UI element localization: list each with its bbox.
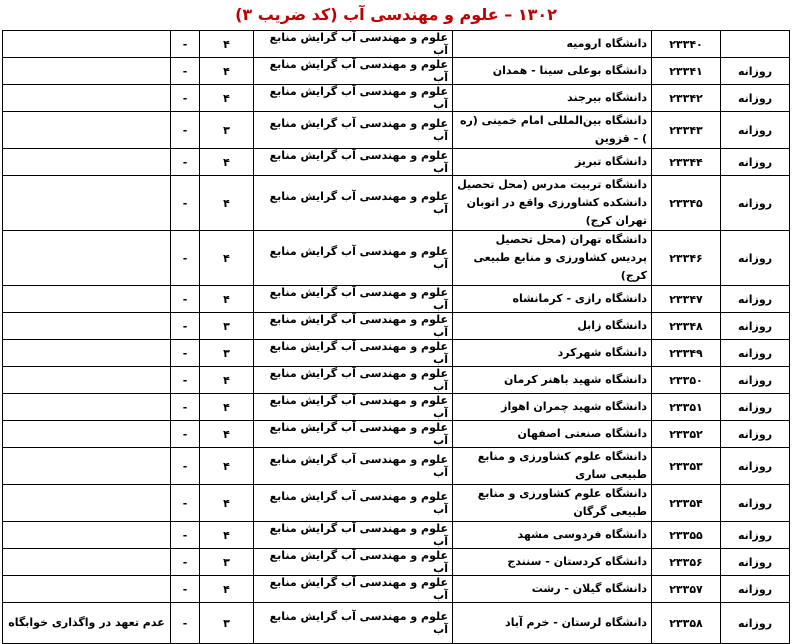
quota-cell: - [171, 394, 200, 421]
course-type-cell: روزانه [721, 522, 790, 549]
note-cell: عدم تعهد در واگذاری خوابگاه [3, 603, 171, 644]
program-table [2, 30, 790, 644]
quota-cell: - [171, 85, 200, 112]
quota-cell: - [171, 313, 200, 340]
quota-cell: - [171, 231, 200, 286]
coefficient-cell: ۳ [200, 340, 254, 367]
major-cell: علوم و مهندسی آب گرایش منابع آب [254, 421, 453, 448]
course-type-cell: روزانه [721, 176, 790, 231]
code-cell: ۲۳۳۴۲ [652, 85, 721, 112]
code-cell: ۲۳۳۵۳ [652, 448, 721, 485]
code-cell: ۲۳۳۴۴ [652, 149, 721, 176]
coefficient-cell: ۴ [200, 421, 254, 448]
course-type-cell: روزانه [721, 112, 790, 149]
quota-cell: - [171, 286, 200, 313]
quota-cell: - [171, 549, 200, 576]
university-cell: دانشگاه تربیت مدرس (محل تحصیل دانشکده کشاورزی واقع در اتوبان تهران کرج) [453, 176, 652, 231]
coefficient-cell: ۴ [200, 231, 254, 286]
university-cell: دانشگاه زابل [453, 313, 652, 340]
university-cell: دانشگاه تهران (محل تحصیل پردیس کشاورزی و منابع طبیعی کرج) [453, 231, 652, 286]
note-cell [3, 286, 171, 313]
note-cell [3, 448, 171, 485]
table-row [3, 367, 790, 394]
table-row [3, 313, 790, 340]
university-cell: دانشگاه شهید چمران اهواز [453, 394, 652, 421]
table-row [3, 112, 790, 149]
table-row [3, 394, 790, 421]
course-type-cell: روزانه [721, 448, 790, 485]
coefficient-cell: ۴ [200, 394, 254, 421]
coefficient-cell: ۴ [200, 31, 254, 58]
major-cell: علوم و مهندسی آب گرایش منابع آب [254, 149, 453, 176]
university-cell: دانشگاه علوم کشاورزی و منابع طبیعی گرگان [453, 485, 652, 522]
program-table-body [3, 31, 790, 644]
code-cell: ۲۳۳۵۶ [652, 549, 721, 576]
note-cell [3, 485, 171, 522]
course-type-cell: روزانه [721, 485, 790, 522]
note-cell [3, 58, 171, 85]
major-cell: علوم و مهندسی آب گرایش منابع آب [254, 448, 453, 485]
coefficient-cell: ۳ [200, 112, 254, 149]
university-cell: دانشگاه شهرکرد [453, 340, 652, 367]
note-cell [3, 340, 171, 367]
coefficient-cell: ۴ [200, 58, 254, 85]
major-cell: علوم و مهندسی آب گرایش منابع آب [254, 603, 453, 644]
quota-cell: - [171, 448, 200, 485]
coefficient-cell: ۴ [200, 485, 254, 522]
table-row [3, 149, 790, 176]
coefficient-cell: ۳ [200, 549, 254, 576]
note-cell [3, 31, 171, 58]
note-cell [3, 576, 171, 603]
coefficient-cell: ۳ [200, 313, 254, 340]
quota-cell: - [171, 176, 200, 231]
table-row [3, 522, 790, 549]
note-cell [3, 231, 171, 286]
table-row [3, 176, 790, 231]
course-type-cell: روزانه [721, 394, 790, 421]
coefficient-cell: ۴ [200, 448, 254, 485]
coefficient-cell: ۴ [200, 522, 254, 549]
course-type-cell: روزانه [721, 231, 790, 286]
table-row [3, 58, 790, 85]
major-cell: علوم و مهندسی آب گرایش منابع آب [254, 58, 453, 85]
university-cell: دانشگاه بیرجند [453, 85, 652, 112]
code-cell: ۲۳۳۵۰ [652, 367, 721, 394]
table-row [3, 576, 790, 603]
university-cell: دانشگاه فردوسی مشهد [453, 522, 652, 549]
coefficient-cell: ۴ [200, 149, 254, 176]
table-row [3, 286, 790, 313]
major-cell: علوم و مهندسی آب گرایش منابع آب [254, 340, 453, 367]
page-title: ۱۳۰۲ – علوم و مهندسی آب (کد ضریب ۳) [235, 5, 557, 24]
code-cell: ۲۳۳۴۸ [652, 313, 721, 340]
code-cell: ۲۳۳۵۸ [652, 603, 721, 644]
table-row [3, 448, 790, 485]
university-cell: دانشگاه ارومیه [453, 31, 652, 58]
major-cell: علوم و مهندسی آب گرایش منابع آب [254, 522, 453, 549]
university-cell: دانشگاه شهید باهنر کرمان [453, 367, 652, 394]
coefficient-cell: ۴ [200, 576, 254, 603]
university-cell: دانشگاه بین‌المللی امام خمینی (ره ) - قزوین [453, 112, 652, 149]
code-cell: ۲۳۳۵۴ [652, 485, 721, 522]
university-cell: دانشگاه رازی - کرمانشاه [453, 286, 652, 313]
table-row [3, 421, 790, 448]
course-type-cell [721, 31, 790, 58]
course-type-cell: روزانه [721, 149, 790, 176]
code-cell: ۲۳۳۴۰ [652, 31, 721, 58]
table-row [3, 603, 790, 644]
quota-cell: - [171, 421, 200, 448]
coefficient-cell: ۴ [200, 367, 254, 394]
code-cell: ۲۳۳۴۶ [652, 231, 721, 286]
quota-cell: - [171, 522, 200, 549]
table-row [3, 85, 790, 112]
code-cell: ۲۳۳۴۹ [652, 340, 721, 367]
major-cell: علوم و مهندسی آب گرایش منابع آب [254, 31, 453, 58]
note-cell [3, 522, 171, 549]
major-cell: علوم و مهندسی آب گرایش منابع آب [254, 176, 453, 231]
coefficient-cell: ۴ [200, 85, 254, 112]
quota-cell: - [171, 485, 200, 522]
course-type-cell: روزانه [721, 603, 790, 644]
quota-cell: - [171, 31, 200, 58]
course-type-cell: روزانه [721, 576, 790, 603]
university-cell: دانشگاه گیلان - رشت [453, 576, 652, 603]
code-cell: ۲۳۳۴۵ [652, 176, 721, 231]
major-cell: علوم و مهندسی آب گرایش منابع آب [254, 394, 453, 421]
code-cell: ۲۳۳۵۷ [652, 576, 721, 603]
major-cell: علوم و مهندسی آب گرایش منابع آب [254, 367, 453, 394]
code-cell: ۲۳۳۴۷ [652, 286, 721, 313]
coefficient-cell: ۴ [200, 176, 254, 231]
quota-cell: - [171, 112, 200, 149]
university-cell: دانشگاه لرستان - خرم آباد [453, 603, 652, 644]
major-cell: علوم و مهندسی آب گرایش منابع آب [254, 85, 453, 112]
coefficient-cell: ۴ [200, 286, 254, 313]
quota-cell: - [171, 149, 200, 176]
table-row [3, 231, 790, 286]
note-cell [3, 149, 171, 176]
coefficient-cell: ۳ [200, 603, 254, 644]
note-cell [3, 549, 171, 576]
quota-cell: - [171, 367, 200, 394]
university-cell: دانشگاه بوعلی سینا - همدان [453, 58, 652, 85]
note-cell [3, 85, 171, 112]
quota-cell: - [171, 340, 200, 367]
course-type-cell: روزانه [721, 85, 790, 112]
code-cell: ۲۳۳۵۱ [652, 394, 721, 421]
major-cell: علوم و مهندسی آب گرایش منابع آب [254, 286, 453, 313]
code-cell: ۲۳۳۵۲ [652, 421, 721, 448]
note-cell [3, 176, 171, 231]
course-type-cell: روزانه [721, 286, 790, 313]
table-row [3, 485, 790, 522]
major-cell: علوم و مهندسی آب گرایش منابع آب [254, 112, 453, 149]
course-type-cell: روزانه [721, 340, 790, 367]
major-cell: علوم و مهندسی آب گرایش منابع آب [254, 549, 453, 576]
university-cell: دانشگاه کردستان - سنندج [453, 549, 652, 576]
course-type-cell: روزانه [721, 313, 790, 340]
note-cell [3, 394, 171, 421]
quota-cell: - [171, 603, 200, 644]
course-type-cell: روزانه [721, 421, 790, 448]
note-cell [3, 367, 171, 394]
note-cell [3, 421, 171, 448]
code-cell: ۲۳۳۴۳ [652, 112, 721, 149]
university-cell: دانشگاه تبریز [453, 149, 652, 176]
major-cell: علوم و مهندسی آب گرایش منابع آب [254, 485, 453, 522]
university-cell: دانشگاه صنعتی اصفهان [453, 421, 652, 448]
quota-cell: - [171, 576, 200, 603]
table-row [3, 31, 790, 58]
code-cell: ۲۳۳۴۱ [652, 58, 721, 85]
note-cell [3, 112, 171, 149]
university-cell: دانشگاه علوم کشاورزی و منابع طبیعی ساری [453, 448, 652, 485]
course-type-cell: روزانه [721, 58, 790, 85]
course-type-cell: روزانه [721, 367, 790, 394]
note-cell [3, 313, 171, 340]
major-cell: علوم و مهندسی آب گرایش منابع آب [254, 313, 453, 340]
code-cell: ۲۳۳۵۵ [652, 522, 721, 549]
quota-cell: - [171, 58, 200, 85]
table-row [3, 340, 790, 367]
major-cell: علوم و مهندسی آب گرایش منابع آب [254, 576, 453, 603]
course-type-cell: روزانه [721, 549, 790, 576]
table-row [3, 549, 790, 576]
major-cell: علوم و مهندسی آب گرایش منابع آب [254, 231, 453, 286]
